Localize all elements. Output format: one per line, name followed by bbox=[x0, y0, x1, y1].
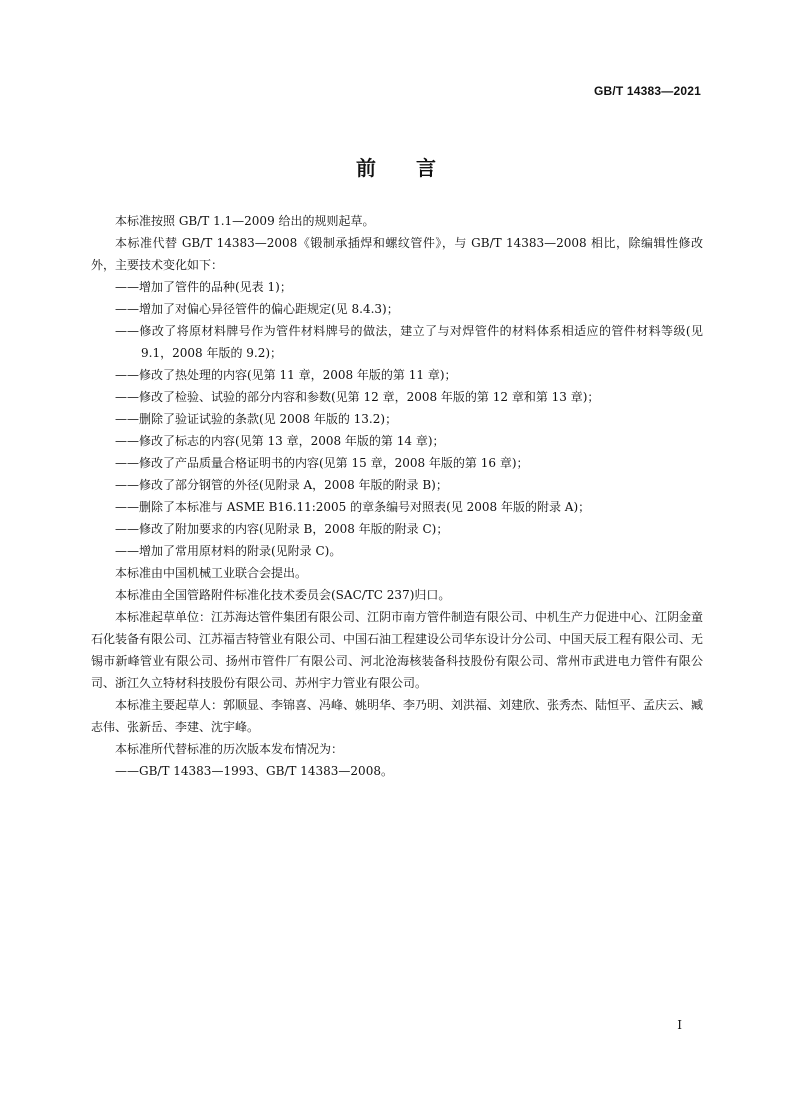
list-item: ——修改了产品质量合格证明书的内容(见第 15 章，2008 年版的第 16 章)； bbox=[115, 456, 529, 470]
paragraph: 本标准代替 GB/T 14383—2008《锻制承插焊和螺纹管件》，与 GB/T 14383—2008 相比，除编辑性修改外，主要技术变化如下： bbox=[91, 236, 703, 272]
paragraph: 本标准主要起草人：郭顺显、李锦喜、冯峰、姚明华、李乃明、刘洪福、刘建欣、张秀杰、陆恒平、孟庆云、臧志伟、张新岳、李建、沈宇峰。 bbox=[91, 698, 704, 734]
paragraph: 本标准按照 GB/T 1.1—2009 给出的规则起草。 bbox=[115, 214, 375, 228]
list-item: ——修改了检验、试验的部分内容和参数(见第 12 章，2008 年版的第 12 章和第 13 章)； bbox=[115, 390, 600, 404]
page-number: I bbox=[677, 1018, 682, 1032]
list-item: ——GB/T 14383—1993、GB/T 14383—2008。 bbox=[115, 764, 393, 778]
list-item: ——修改了标志的内容(见第 13 章，2008 年版的第 14 章)； bbox=[115, 434, 445, 448]
page-title: 前言 bbox=[356, 156, 476, 180]
list-item: ——修改了将原材料牌号作为管件材料牌号的做法，建立了与对焊管件的材料体系相适应的管件材料等级(见 9.1，2008 年版的 9.2)； bbox=[115, 324, 703, 360]
list-item: ——修改了热处理的内容(见第 11 章，2008 年版的第 11 章)； bbox=[115, 368, 457, 382]
list-item: ——增加了常用原材料的附录(见附录 C)。 bbox=[115, 544, 342, 558]
list-item: ——删除了验证试验的条款(见 2008 年版的 13.2)； bbox=[115, 412, 398, 426]
paragraph: 本标准所代替标准的历次版本发布情况为： bbox=[115, 742, 344, 756]
list-item: ——修改了部分钢管的外径(见附录 A，2008 年版的附录 B)； bbox=[115, 478, 448, 492]
document-code: GB/T 14383—2021 bbox=[593, 84, 701, 98]
foreword-body bbox=[91, 210, 703, 782]
paragraph: 本标准由中国机械工业联合会提出。 bbox=[115, 566, 308, 580]
list-item: ——删除了本标准与 ASME B16.11:2005 的章条编号对照表(见 2008 年版的附录 A)； bbox=[115, 500, 591, 514]
list-item: ——修改了附加要求的内容(见附录 B，2008 年版的附录 C)； bbox=[115, 522, 449, 536]
paragraph: 本标准由全国管路附件标准化技术委员会(SAC/TC 237)归口。 bbox=[115, 588, 451, 602]
list-item: ——增加了管件的品种(见表 1)； bbox=[115, 280, 292, 294]
list-item: ——增加了对偏心异径管件的偏心距规定(见 8.4.3)； bbox=[115, 302, 399, 316]
paragraph: 本标准起草单位：江苏海达管件集团有限公司、江阴市南方管件制造有限公司、中机生产力促进中心、江阴金童石化装备有限公司、江苏福吉特管业有限公司、中国石油工程建设公司华东设计分公司、中国天辰工程有限公司、无锡市新峰管业有限公司、扬州市管件厂有限公司、河北沧海核装备科技股份有限公司、常州市武进电力管件有限公司、浙江久立特材科技股份有限公司、苏州宇力管业有限公司。 bbox=[91, 610, 704, 690]
